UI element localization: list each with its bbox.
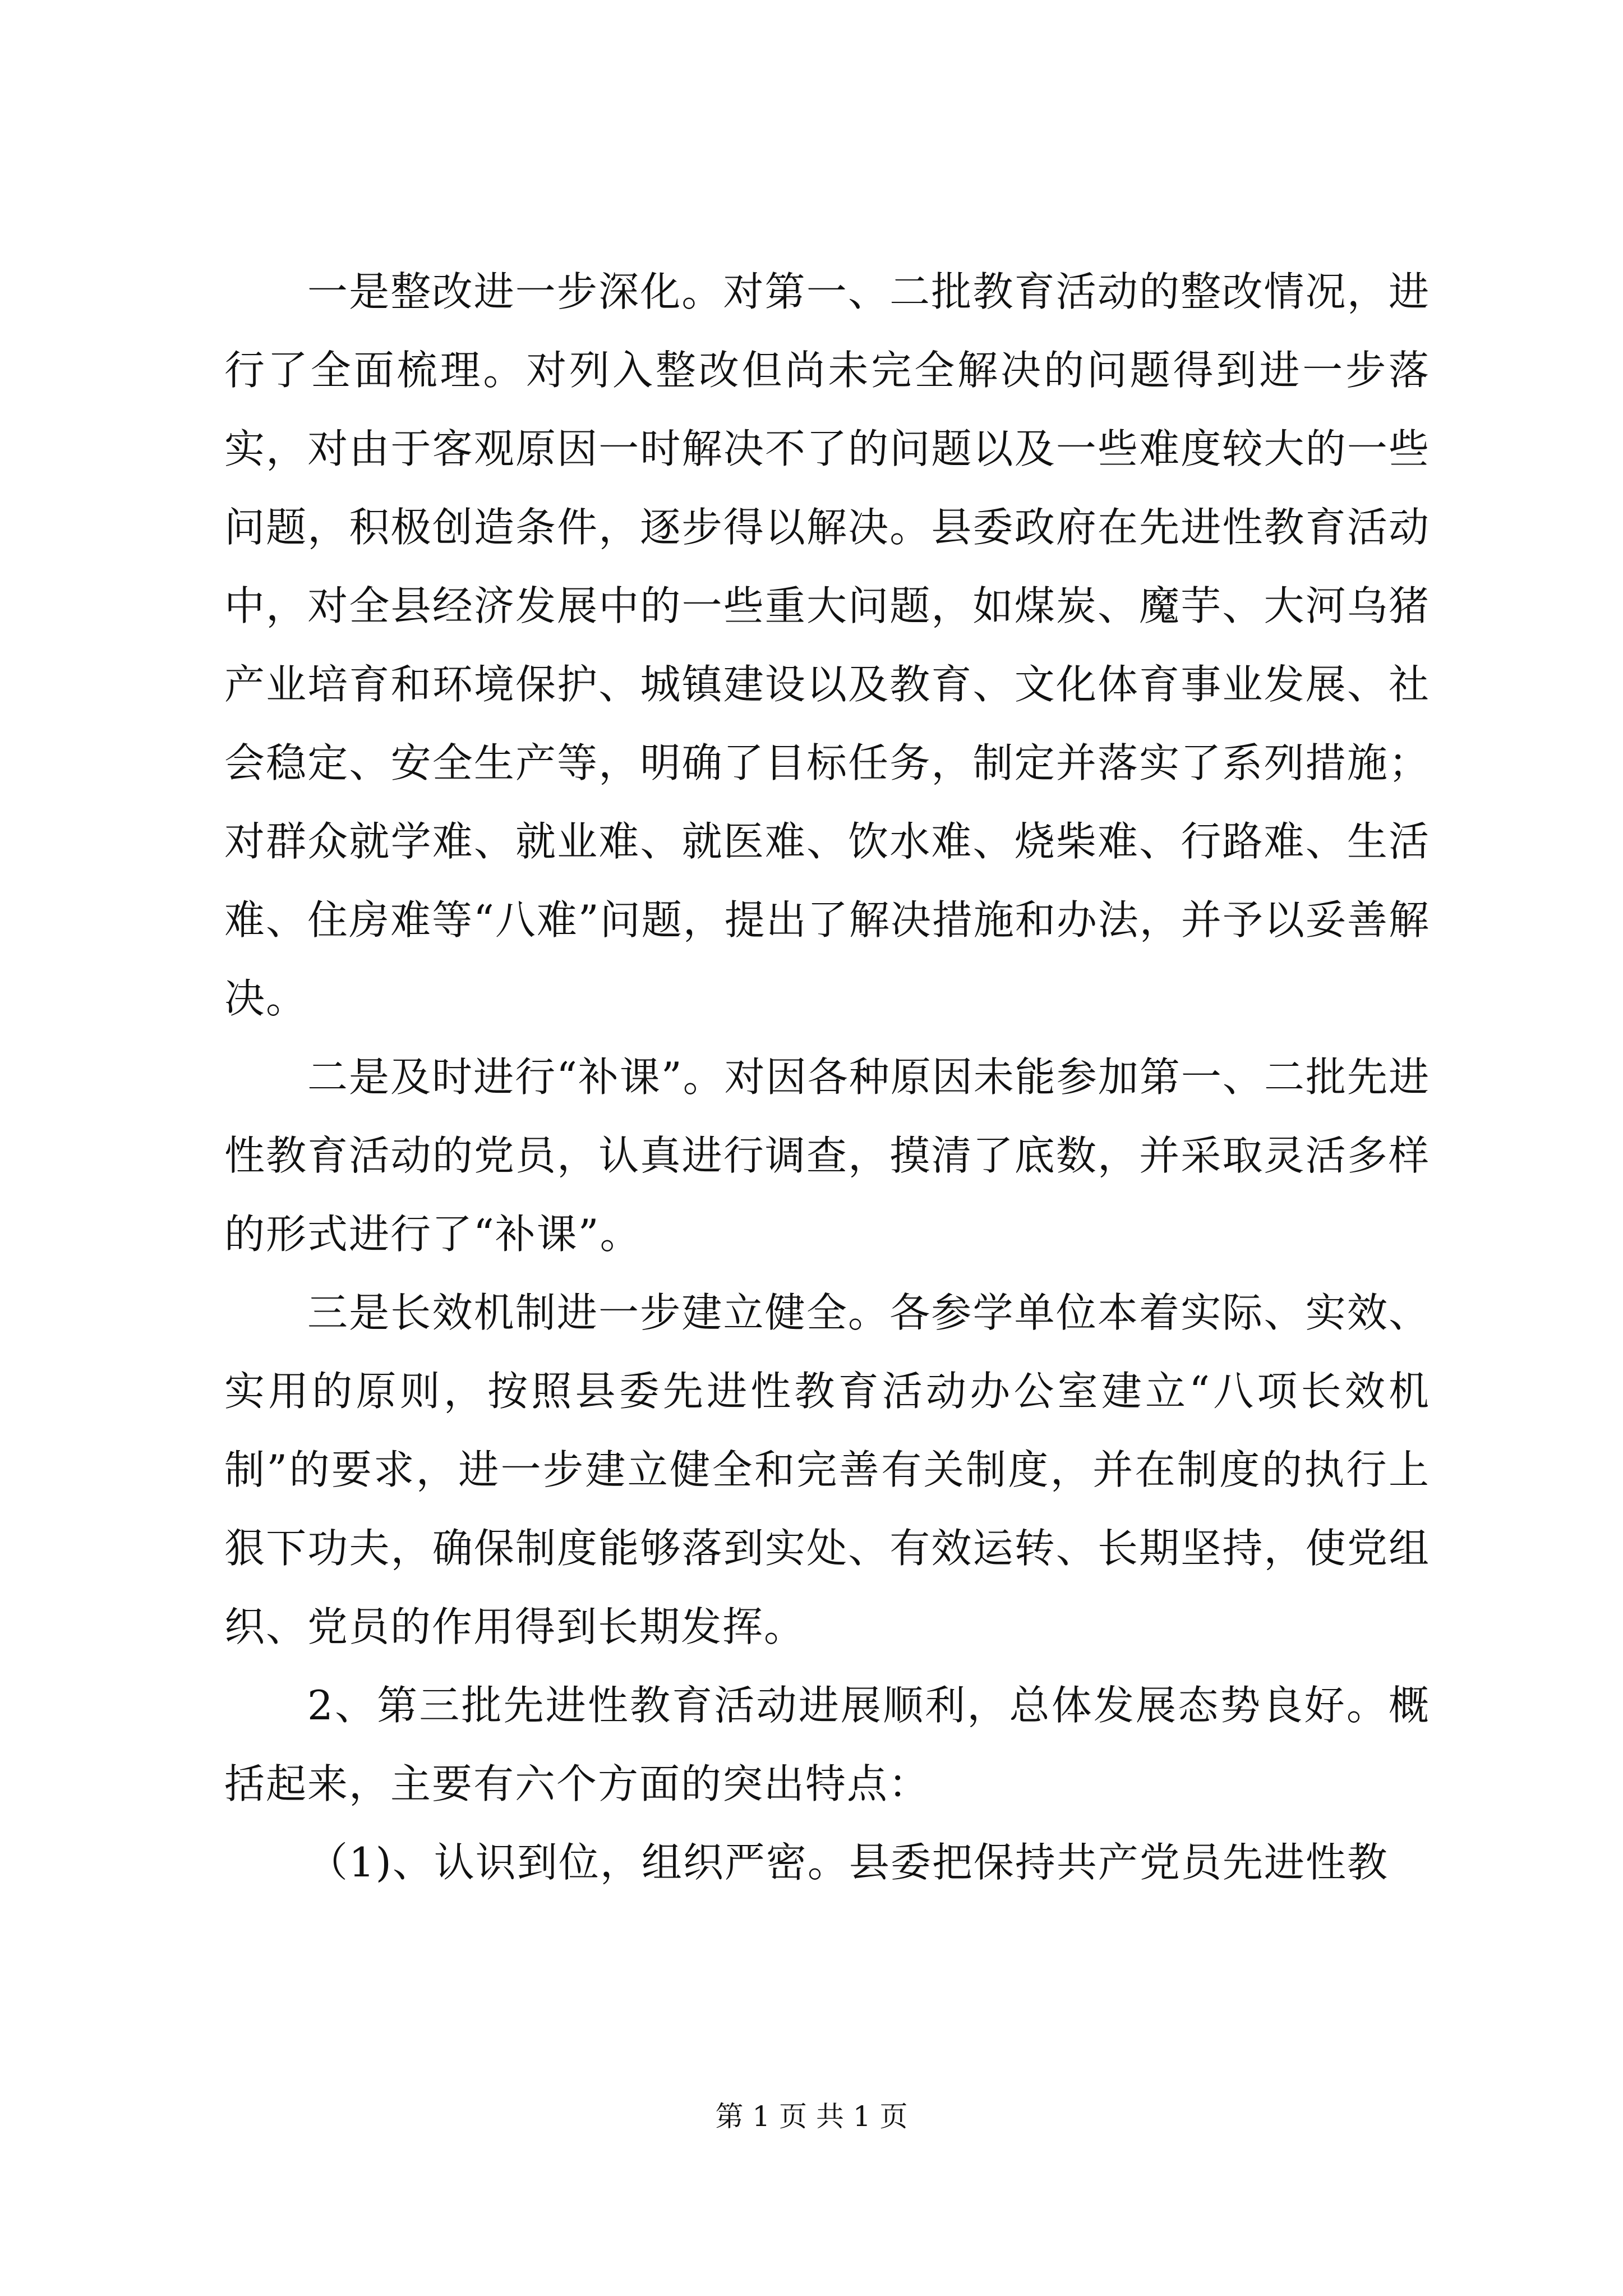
paragraph-point-one: （1)、认识到位，组织严密。县委把保持共产党员先进性教 [307,1839,1389,1886]
page-number-footer: 第 1 页 共 1 页 [715,2100,908,2133]
paragraph-third-batch-progress: 2、第三批先进性教育活动进展顺利，总体发展态势良好。概括起来，主要有六个方面的突出特点： [224,1682,1430,1807]
paragraph-long-term-mechanism: 三是长效机制进一步建立健全。各参学单位本着实际、实效、实用的原则，按照县委先进性教育活动办公室建立“八项长效机制”的要求，进一步建立健全和完善有关制度，并在制度的执行上狠下功夫，确保制度能够落到实处、有效运转、长期坚持，使党组织、党员的作用得到长期发挥。 [224,1289,1430,1650]
document-body [224,252,1430,1902]
paragraph-makeup-lessons: 二是及时进行“补课”。对因各种原因未能参加第一、二批先进性教育活动的党员，认真进行调查，摸清了底数，并采取灵活多样的形式进行了“补课”。 [224,1053,1430,1258]
paragraph-rectification: 一是整改进一步深化。对第一、二批教育活动的整改情况，进行了全面梳理。对列入整改但尚未完全解决的问题得到进一步落实，对由于客观原因一时解决不了的问题以及一些难度较大的一些问题，积极创造条件，逐步得以解决。县委政府在先进性教育活动中，对全县经济发展中的一些重大问题，如煤炭、魔芋、大河乌猪产业培育和环境保护、城镇建设以及教育、文化体育事业发展、社会稳定、安全生产等，明确了目标任务，制定并落实了系列措施；对群众就学难、就业难、就医难、饮水难、烧柴难、行路难、生活难、住房难等“八难”问题，提出了解决措施和办法，并予以妥善解决。 [224,268,1430,1022]
